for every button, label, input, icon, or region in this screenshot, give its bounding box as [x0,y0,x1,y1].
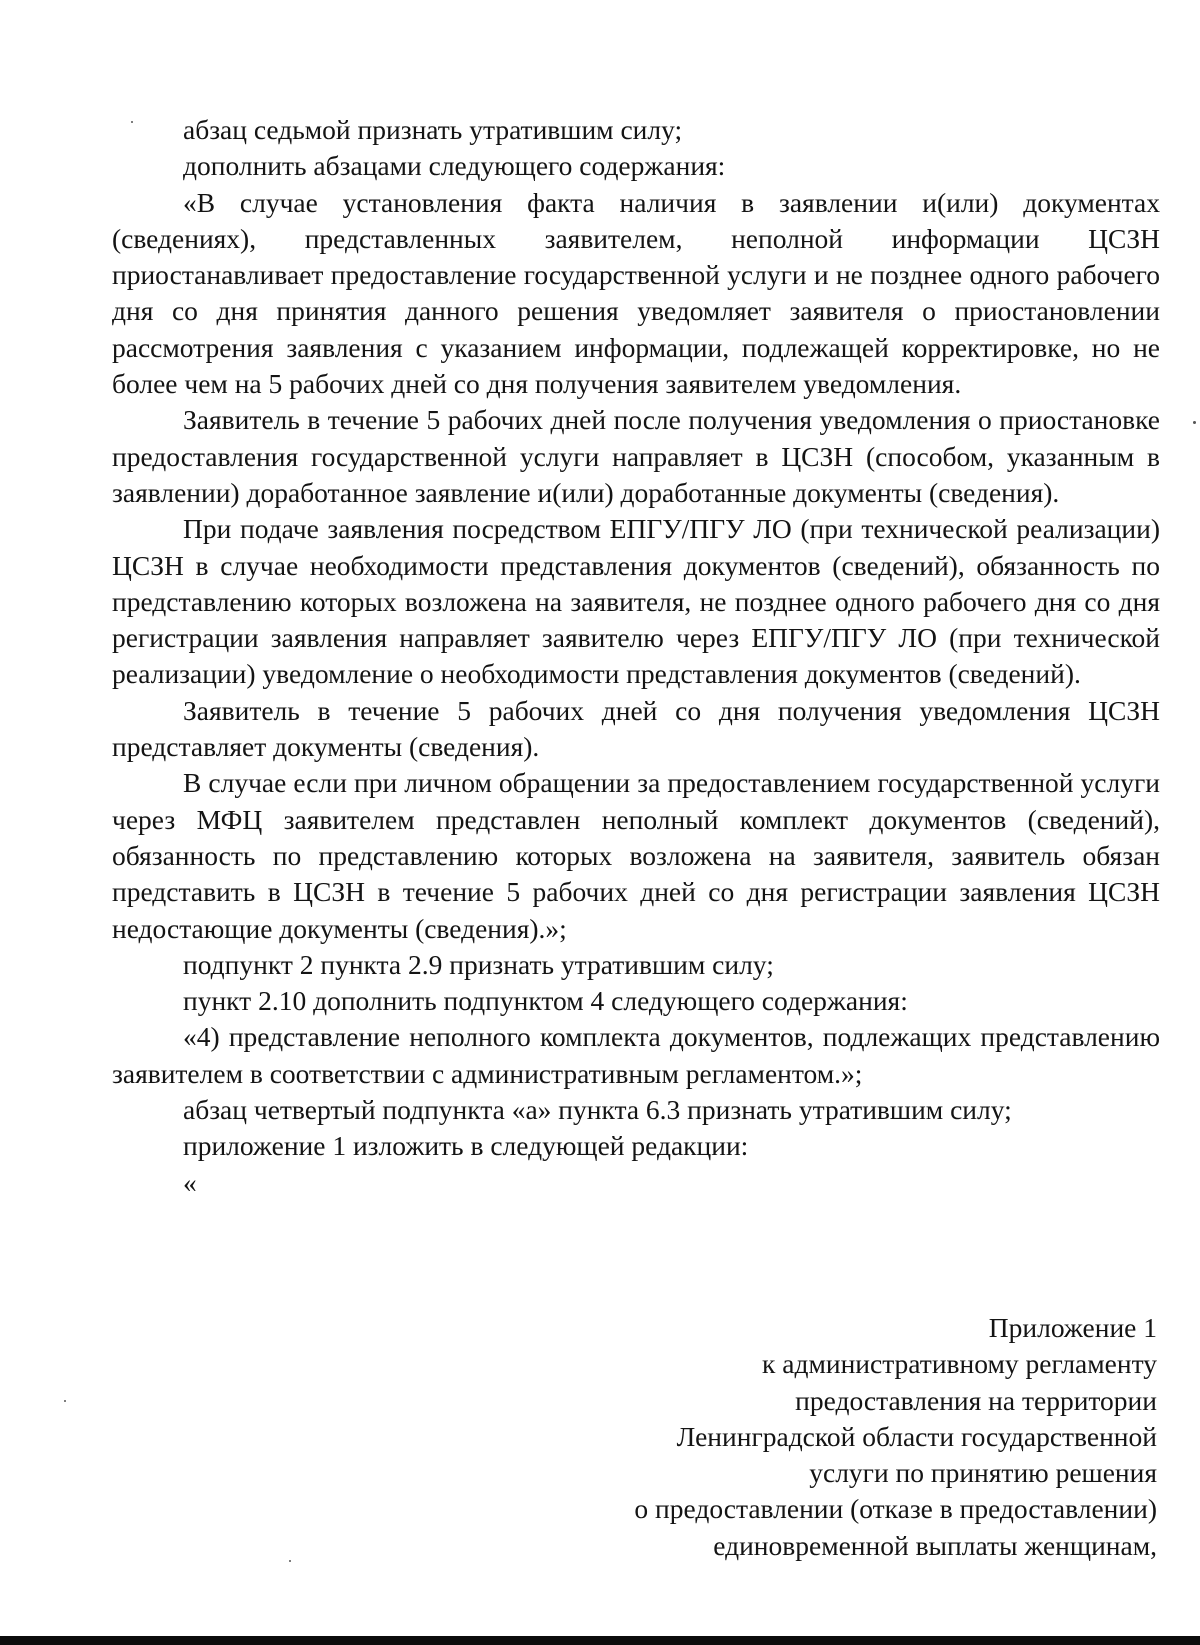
paragraph-10: «4) представление неполного комплекта документов, подлежащих представлению заявителем в соответствии с административным регламентом.»; [112,1021,1160,1089]
paragraph-1: абзац седьмой признать утратившим силу; [183,114,683,145]
paragraph-12: приложение 1 изложить в следующей редакции: [183,1130,749,1162]
appendix-line: предоставления на территории [795,1384,1157,1416]
scan-speck [289,1560,291,1562]
document-body [112,112,1160,1201]
paragraph-11: абзац четвертый подпункта «а» пункта 6.3 признать утратившим силу; [183,1094,1012,1126]
appendix-line: услуги по принятию решения [809,1457,1157,1489]
appendix-line: о предоставлении (отказе в предоставлении) [634,1493,1157,1525]
appendix-line: Ленинградской области государственной [676,1420,1157,1452]
paragraph-8: подпункт 2 пункта 2.9 признать утратившим силу; [183,948,774,980]
opening-quote: « [183,1166,197,1198]
appendix-header [457,1310,1157,1564]
paragraph-3: «В случае установления факта наличия в заявлении и(или) документах (сведениях), представленных заявителем, неполной информации ЦСЗН приостанавливает предоставление государственной услуги и не позднее одного рабочего дня со дня принятия данного решения уведомляет заявителя о приостановлении рассмотрения заявления с указанием информации, подлежащей корректировке, но не более чем на 5 рабочих дней со дня получения заявителем уведомления. [112,186,1160,400]
appendix-line: единовременной выплаты женщинам, [713,1529,1157,1561]
paragraph-7: В случае если при личном обращении за предоставлением государственной услуги через МФЦ заявителем представлен неполный комплект документов (сведений), обязанность по представлению которых возложена на заявителя, заявитель обязан представить в ЦСЗН в течение 5 рабочих дней со дня регистрации заявления ЦСЗН недостающие документы (сведения).»; [112,767,1160,944]
appendix-line: Приложение 1 [988,1312,1157,1343]
scan-speck [131,121,133,123]
paragraph-4: Заявитель в течение 5 рабочих дней после получения уведомления о приостановке предоставления государственной услуги направляет в ЦСЗН (способом, указанным в заявлении) доработанное заявление и(или) доработанные документы (сведения). [112,404,1160,508]
paragraph-2: дополнить абзацами следующего содержания: [183,150,726,182]
paragraph-5: При подаче заявления посредством ЕПГУ/ПГУ ЛО (при технической реализации) ЦСЗН в случае необходимости представления документов (сведений), обязанность по представлению которых возложена на заявителя, не позднее одного рабочего дня со дня регистрации заявления направляет заявителю через ЕПГУ/ПГУ ЛО (при технической реализации) уведомление о необходимости представления документов (сведений). [112,513,1160,690]
scan-speck [1193,421,1196,424]
scan-bottom-edge [0,1636,1200,1645]
paragraph-6: Заявитель в течение 5 рабочих дней со дня получения уведомления ЦСЗН представляет документы (сведения). [112,694,1160,763]
scan-speck [64,1400,66,1402]
appendix-line: к административному регламенту [762,1348,1157,1380]
paragraph-9: пункт 2.10 дополнить подпунктом 4 следующего содержания: [183,985,908,1017]
